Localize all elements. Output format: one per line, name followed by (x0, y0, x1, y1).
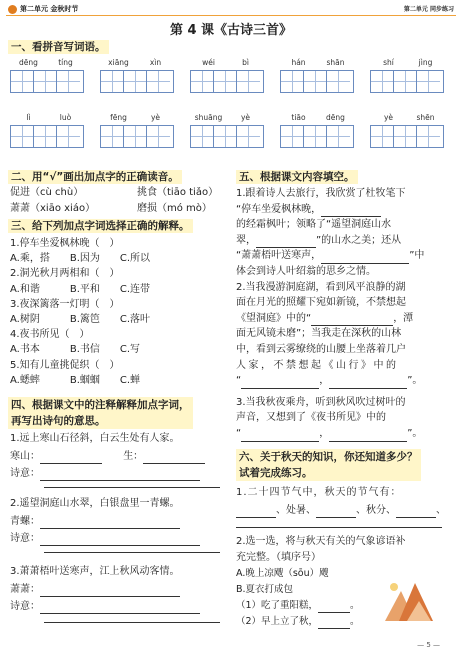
s4-q1: 1.远上寒山石径斜，白云生处有人家。 (10, 433, 180, 444)
grid-cell[interactable] (371, 126, 394, 147)
grid-cell[interactable] (124, 126, 147, 147)
writing-grid[interactable] (190, 70, 264, 93)
s4-q1-a: 寒山： 生： (10, 450, 205, 464)
s4-q2-line (44, 552, 220, 553)
writing-grid[interactable] (370, 125, 444, 148)
s6-q1-line (236, 527, 442, 528)
grid-cell[interactable] (327, 71, 350, 92)
s3-line: A.和谐 B.平和 C.连带 (10, 283, 151, 295)
reading-item-3: 萧萧（xiāo xiáo） (10, 203, 96, 214)
writing-grid[interactable] (280, 70, 354, 93)
section-5-body (236, 186, 454, 442)
pinyin-row-1-group (280, 58, 354, 93)
grid-cell[interactable] (394, 71, 417, 92)
practice-header: 第二单元 同步练习 (403, 6, 454, 13)
pinyin-label: xìn (149, 58, 162, 67)
s5-line: “ ， ”。 (236, 373, 454, 389)
section-2-heading: 二、用“√”画出加点字的正确读音。 (8, 170, 182, 184)
pinyin-label: dēng (326, 113, 345, 122)
pinyin-label: wéi (202, 58, 215, 67)
s4-q2-a: 青螺： (10, 515, 180, 529)
pinyin-label: shēn (416, 113, 435, 122)
grid-cell[interactable] (11, 126, 34, 147)
pinyin-label: xiāng (108, 58, 129, 67)
s4-q2-b: 诗意： (10, 532, 200, 546)
s4-heading-line-2: 再写出诗句的意思。 (11, 415, 106, 427)
s3-line: 1.停车坐爱枫林晚（ ） (10, 238, 120, 249)
grid-cell[interactable] (147, 126, 170, 147)
pinyin-row-1-group (10, 58, 84, 93)
reading-item-4: 磨损（mó mò） (137, 203, 212, 214)
s5-line: 声音，又想到了《夜书所见》中的 (236, 412, 386, 424)
s6-q2-a: 2.选一选，将与秋天有关的气象谚语补 (236, 536, 406, 547)
s5-line: 面在月光的照耀下宛如新镜，不禁想起 (236, 297, 406, 309)
grid-cell[interactable] (101, 71, 124, 92)
grid-cell[interactable] (191, 126, 214, 147)
pinyin-label: bì (242, 58, 249, 67)
pinyin-label: luò (59, 113, 72, 122)
s5-line: “ ， ”。 (236, 426, 454, 442)
s5-line: 3.当我秋夜乘舟，听到秋风吹过树叶的 (236, 396, 406, 408)
s6-q1-blanks: 、处暑、 、秋分、 、 (236, 504, 446, 518)
section-1-heading: 一、看拼音写词语。 (8, 40, 109, 54)
grid-cell[interactable] (417, 126, 440, 147)
section-5-heading: 五、根据课文内容填空。 (236, 170, 358, 184)
grid-cell[interactable] (417, 71, 440, 92)
section-3-items (10, 236, 150, 388)
s4-q3-b: 诗意： (10, 600, 200, 614)
grid-cell[interactable] (237, 71, 260, 92)
pinyin-label: shān (326, 58, 345, 67)
writing-grid[interactable] (190, 125, 264, 148)
pinyin-label: lì (26, 113, 31, 122)
writing-grid[interactable] (280, 125, 354, 148)
page-number: — 5 — (417, 641, 440, 649)
grid-cell[interactable] (124, 71, 147, 92)
grid-cell[interactable] (304, 71, 327, 92)
s3-line: 2.洞光秋月两相和（ ） (10, 268, 120, 280)
s4-heading-line-1: 四、根据课文中的注释解释加点字词， (11, 399, 190, 411)
s5-line: 面无风镜未磨”；当我走在深秋的山林 (236, 328, 402, 340)
grid-cell[interactable] (147, 71, 170, 92)
pinyin-label: yè (383, 113, 394, 122)
writing-grid[interactable] (100, 125, 174, 148)
pinyin-label: fēng (110, 113, 127, 122)
unit-badge-icon (8, 5, 17, 14)
grid-cell[interactable] (214, 71, 237, 92)
s3-line: 5.知有儿童挑促织（ ） (10, 359, 120, 371)
s3-line: A.乘，搭 B.因为 C.所以 (10, 253, 151, 265)
s4-q1-line (44, 487, 220, 488)
s3-line: 3.夜深篱落一灯明（ ） (10, 298, 120, 310)
grid-cell[interactable] (11, 71, 34, 92)
grid-cell[interactable] (371, 71, 394, 92)
grid-cell[interactable] (281, 126, 304, 147)
pinyin-row-2 (10, 113, 455, 148)
s6-heading-line-2: 试着完成练习。 (239, 467, 313, 479)
s5-line: 1.跟着诗人去旅行，我欣赏了杜牧笔下 (236, 188, 406, 199)
pinyin-label: hán (291, 58, 306, 67)
s5-line: 人家，不禁想起《山行》中的 (236, 359, 399, 371)
grid-cell[interactable] (34, 126, 57, 147)
s5-line: 《望洞庭》中的“ ，潭 (236, 311, 454, 327)
grid-cell[interactable] (191, 71, 214, 92)
grid-cell[interactable] (101, 126, 124, 147)
page-title: 第 4 课《古诗三首》 (169, 23, 293, 38)
s6-heading-line-1: 六、关于秋天的知识，你还知道多少？ (239, 451, 418, 463)
s3-line: 4.夜书所见（ ） (10, 329, 90, 341)
pinyin-row-2-group (190, 113, 264, 148)
s4-q3: 3.萧萧梧叶送寒声，江上秋风动客情。 (10, 566, 180, 577)
writing-grid[interactable] (10, 125, 84, 148)
pinyin-row-2-group (10, 113, 84, 148)
pinyin-label: jìng (418, 58, 433, 67)
s6-option-b: B.夏衣打成包 (236, 584, 294, 595)
writing-grid[interactable] (100, 70, 174, 93)
grid-cell[interactable] (394, 126, 417, 147)
unit-header (8, 4, 78, 14)
pinyin-row-1-group (100, 58, 174, 93)
header-rule (6, 15, 456, 16)
s5-line: 中，看到云雾缭绕的山腰上坐落着几户 (236, 343, 406, 355)
s5-line: “停车坐爱枫林晚， (236, 202, 454, 218)
reading-item-1: 促进（cù chù） (10, 187, 84, 198)
section-3-heading: 三、给下列加点字词选择正确的解释。 (8, 219, 193, 233)
s5-line: 的经霜枫叶；领略了“遥望洞庭山水 (236, 219, 392, 231)
grid-cell[interactable] (327, 126, 350, 147)
s4-q3-a: 萧萧： (10, 583, 180, 597)
pinyin-label: shuāng (194, 113, 223, 122)
s3-line: A.树阴 B.篱笆 C.落叶 (10, 314, 151, 326)
pinyin-row-1 (10, 58, 455, 93)
grid-cell[interactable] (34, 71, 57, 92)
s6-sub-2: （2）早上立了秋， 。 (236, 616, 360, 627)
pinyin-row-2-group (370, 113, 444, 148)
pinyin-row-2-group (100, 113, 174, 148)
grid-cell[interactable] (57, 71, 80, 92)
autumn-mountain-illustration (385, 577, 433, 621)
unit-header-text: 第二单元 金秋时节 (20, 5, 79, 13)
pinyin-label: yè (240, 113, 251, 122)
grid-cell[interactable] (237, 126, 260, 147)
s5-line: “萧萧梧叶送寒声， ”中 (236, 248, 454, 264)
pinyin-label: tiāo (291, 113, 306, 122)
section-4-heading (8, 397, 193, 429)
pinyin-label: shí (383, 58, 394, 67)
section-6-heading (236, 449, 421, 481)
s6-sub-1: （1）吃了重阳糕， 。 (236, 600, 360, 611)
pinyin-row-2-group (280, 113, 354, 148)
grid-cell[interactable] (304, 126, 327, 147)
pinyin-label: dēng (19, 58, 38, 67)
s4-q1-c: 诗意： (10, 467, 200, 481)
s6-option-a: A.晚上凉飕（sōu）飕 (236, 568, 329, 579)
s3-line: A.书本 B.书信 C.写 (10, 344, 141, 356)
writing-grid[interactable] (10, 70, 84, 93)
s5-line: 2.当我漫游洞庭湖，看到风平浪静的湖 (236, 281, 406, 293)
s5-line: 体会到诗人叶绍翁的思乡之情。 (236, 265, 376, 277)
grid-cell[interactable] (57, 126, 80, 147)
writing-grid[interactable] (370, 70, 444, 93)
s5-line: 翠， ”的山水之美；还从 (236, 233, 454, 249)
s4-q2: 2.遥望洞庭山水翠，白银盘里一青螺。 (10, 498, 180, 509)
pinyin-label: yè (150, 113, 161, 122)
s4-q3-line (44, 622, 220, 623)
reading-item-2: 挑食（tiāo tiǎo） (137, 187, 219, 198)
grid-cell[interactable] (214, 126, 237, 147)
grid-cell[interactable] (281, 71, 304, 92)
s6-q2-b: 充完整。（填序号） (236, 552, 321, 563)
s6-q1: 1.二十四节气中，秋天的节气有： (236, 487, 402, 498)
s3-line: A.蟋蟀 B.蝈蝈 C.蝉 (10, 374, 141, 386)
pinyin-row-1-group (370, 58, 444, 93)
pinyin-label: tíng (58, 58, 73, 67)
pinyin-row-1-group (190, 58, 264, 93)
